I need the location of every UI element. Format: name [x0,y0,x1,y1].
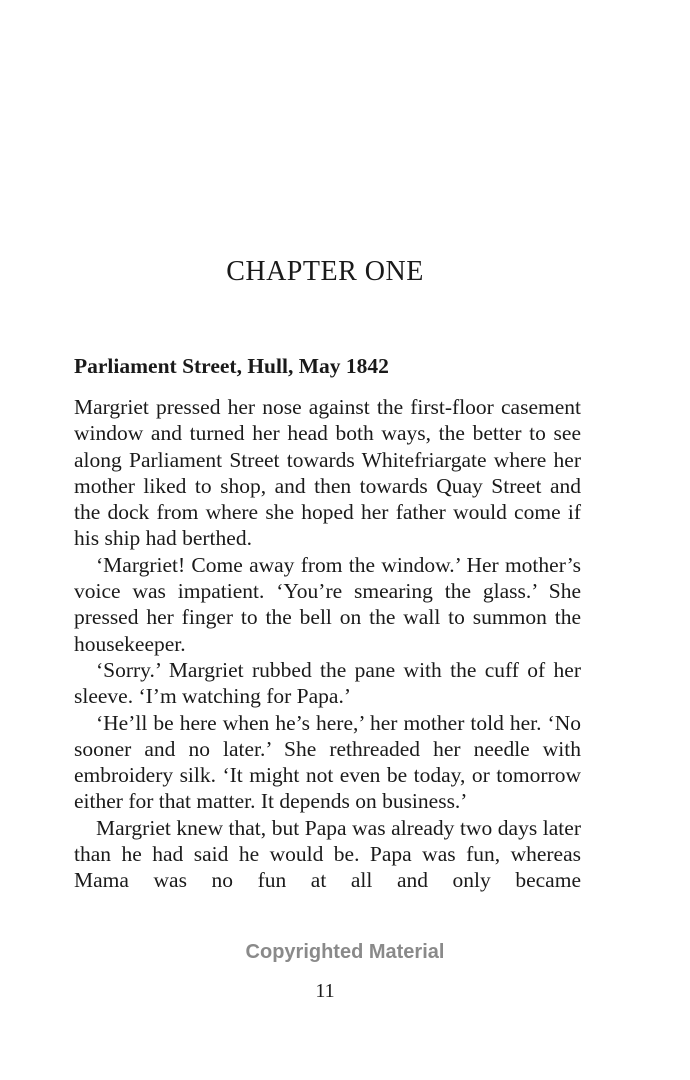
copyright-watermark: Copyrighted Material [245,941,445,963]
page-number: 11 [315,980,335,1002]
paragraph: ‘Margriet! Come away from the window.’ Her mother’s voice was impatient. ‘You’re smearing the glass.’ She pressed her finger to the bell on the wall to summon the housekeeper. [74,552,581,656]
chapter-title: CHAPTER ONE [226,256,424,287]
paragraph: ‘He’ll be here when he’s here,’ her mother told her. ‘No sooner and no later.’ She rethreaded her needle with embroidery silk. ‘It might not even be today, or tomorrow either for that matter. It depends on business.’ [74,710,581,814]
paragraph: Margriet pressed her nose against the first-floor casement window and turned her head both ways, the better to see along Parliament Street towards Whitefriargate where her mother liked to shop, and then towards Quay Street and the dock from where she hoped her father would come if his ship had berthed. [74,395,581,551]
paragraph: Margriet knew that, but Papa was already two days later than he had said he would be. Papa was fun, whereas Mama was no fun at all and only became [74,815,581,893]
body-text [74,394,581,894]
section-heading: Parliament Street, Hull, May 1842 [74,354,389,378]
paragraph: ‘Sorry.’ Margriet rubbed the pane with the cuff of her sleeve. ‘I’m watching for Papa.’ [74,657,581,709]
